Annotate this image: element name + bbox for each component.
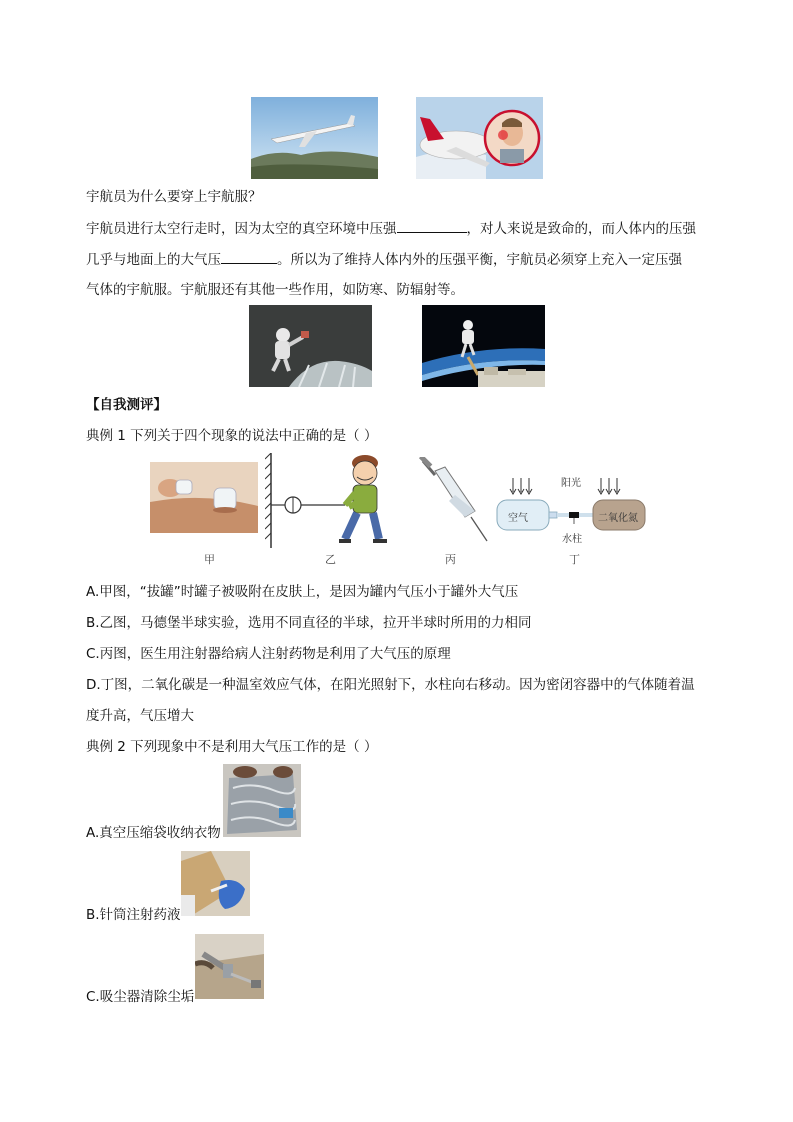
airplane-takeoff-photo (251, 97, 378, 179)
airplane-earache-photo (416, 97, 543, 179)
answer-blank[interactable] (397, 218, 467, 233)
section-title: 【自我测评】 (86, 397, 167, 413)
option-b[interactable]: B.针筒注射药液 (86, 907, 181, 923)
co2-label: 二氧化氮 (598, 513, 638, 524)
answer-blank[interactable] (221, 249, 277, 264)
astronaut-photo-1 (249, 305, 372, 387)
syringe-figure (415, 457, 491, 545)
option-a[interactable]: A.甲图，“拔罐”时罐子被吸附在皮肤上，是因为罐内气压小于罐外大气压 (86, 584, 519, 600)
intro-text: 。所以为了维持人体内外的压强平衡，宇航员必须穿上充入一定压强 (277, 252, 682, 268)
figure-caption-bing: 丙 (445, 553, 456, 566)
option-c[interactable]: C.吸尘器清除尘垢 (86, 989, 195, 1005)
option-b[interactable]: B.乙图，马德堡半球实验，选用不同直径的半球，拉开半球时所用的力相同 (86, 615, 532, 631)
syringe-injection-photo (181, 851, 250, 916)
option-c[interactable]: C.丙图，医生用注射器给病人注射药物是利用了大气压的原理 (86, 646, 451, 662)
vacuum-cleaner-photo (195, 934, 264, 999)
figure-caption-ding: 丁 (569, 553, 580, 566)
example-1-stem: 典例 1 下列关于四个现象的说法中正确的是（ ） (86, 428, 378, 444)
cupping-photo (150, 462, 258, 533)
option-d-continued: 度升高，气压增大 (86, 708, 194, 724)
vacuum-bag-photo (223, 764, 301, 837)
intro-text: 宇航员进行太空行走时，因为太空的真空环境中压强 (86, 221, 397, 237)
water-column-label: 水柱 (562, 534, 582, 545)
astronaut-photo-2 (422, 305, 545, 387)
intro-paragraph-line-3: 气体的宇航服。宇航服还有其他一些作用，如防寒、防辐射等。 (86, 282, 464, 298)
option-d[interactable]: D.丁图，二氧化碳是一种温室效应气体，在阳光照射下，水柱向右移动。因为密闭容器中的气体随着温 (86, 677, 695, 693)
figure-caption-yi: 乙 (325, 553, 336, 566)
intro-text: 几乎与地面上的大气压 (86, 252, 221, 268)
example-2-stem: 典例 2 下列现象中不是利用大气压工作的是（ ） (86, 739, 378, 755)
air-label: 空气 (508, 513, 528, 524)
intro-paragraph-line-2 (86, 249, 682, 270)
option-a[interactable]: A.真空压缩袋收纳衣物 (86, 825, 221, 841)
magdeburg-hemispheres-figure (265, 453, 405, 548)
intro-text: ，对人来说是致命的，而人体内的压强 (466, 221, 696, 237)
figure-caption-jia: 甲 (204, 553, 215, 566)
sunlight-label: 阳光 (561, 478, 581, 489)
intro-paragraph-line-1 (86, 218, 696, 239)
intro-question: 宇航员为什么要穿上宇航服？ (86, 189, 262, 205)
